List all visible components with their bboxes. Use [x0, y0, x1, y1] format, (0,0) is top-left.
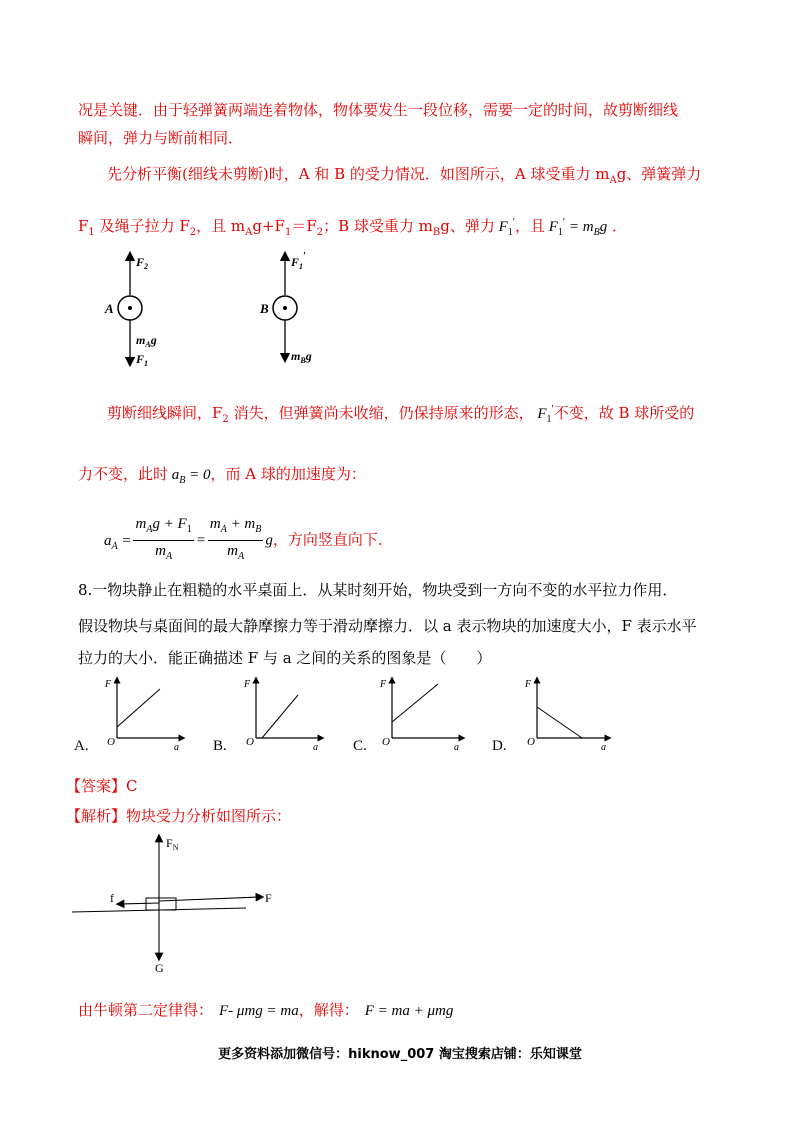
svg-text:F: F	[105, 679, 112, 690]
label-g: G	[155, 961, 164, 975]
q8-line3: 拉力的大小．能正确描述 F 与 a 之间的关系的图象是（ ）	[78, 649, 492, 667]
svg-text:a: a	[454, 742, 459, 753]
option-graphs	[70, 675, 630, 760]
svg-text:F: F	[244, 679, 251, 690]
q8-line2: 假设物块与桌面间的最大静摩擦力等于滑动摩擦力．以 a 表示物块的加速度大小，F 表示水平	[78, 617, 697, 635]
newton-line: 由牛顿第二定律得： F- μmg = ma，解得： F = ma + μmg	[78, 1001, 454, 1019]
option-b-label: B.	[213, 738, 227, 754]
svg-text:O: O	[107, 736, 115, 748]
para2-line2: $F_1$ 及绳子拉力 $F_2$，且 $m_Ag+F_1=F_2$；B 球受重力 $m_Bg$、弹力 $F_1'$，且 $F_1' = m_Bg$ ．	[78, 217, 627, 238]
eq-f1p-mbg: $F_1' = m_Bg$	[545, 217, 608, 238]
f1-prime-inline: $F_1'$	[533, 404, 554, 425]
option-a-graph[interactable]	[74, 679, 182, 754]
label-mbg: $m_Bg$	[291, 349, 312, 365]
svg-text:O: O	[246, 736, 254, 748]
label-f1p: $F_1'$	[291, 251, 306, 271]
eq-ab-zero: $a_B = 0$	[168, 467, 211, 486]
block-force-diagram	[70, 832, 310, 977]
option-a-label: A.	[74, 738, 89, 754]
para2-line1: 先分析平衡(细线未剪断)时，A 和 B 的受力情况．如图所示，A 球受重力 $m_Ag$、弹簧弹力	[107, 165, 702, 186]
para3-line1: 剪断细线瞬间，$F_2$ 消失，但弹簧尚未收缩，仍保持原来的形态， $F_1'$不变，故 B 球所受的	[107, 404, 695, 425]
label-fn: $F_N$	[166, 836, 179, 852]
para3-line2: 力不变，此时 $a_B = 0$，而 A 球的加速度为：	[78, 465, 366, 486]
label-a: A	[105, 301, 114, 316]
force-diagram-ab	[100, 250, 360, 375]
label-f2: $F_2$	[136, 255, 149, 271]
label-f-force: F	[265, 891, 272, 905]
option-c-label: C.	[353, 738, 367, 754]
svg-text:F: F	[380, 679, 387, 690]
option-c-graph[interactable]	[353, 679, 462, 754]
para1-line1: 况是关键．由于轻弹簧两端连着物体，物体要发生一段位移，需要一定的时间，故剪断细线	[78, 101, 679, 119]
frac-2: $\frac{m_A + m_B}{m_A}$	[209, 516, 262, 562]
label-f-friction: f	[110, 891, 114, 905]
para4-formula: $a_A$ = $\frac{m_Ag + F_1}{m_A}$ = $\frac{m_A + m_B}{m_A}$ g，方向竖直向下．	[104, 514, 393, 567]
f1-prime-symbol: $F_1'$	[494, 217, 515, 238]
label-b: B	[260, 301, 269, 316]
label-mag: $m_Ag$	[136, 333, 157, 349]
eq-newton: F- μmg = ma	[219, 1003, 299, 1019]
answer-line: 【答案】C	[66, 777, 138, 795]
para1-line2: 瞬间，弹力与断前相同．	[78, 129, 244, 147]
frac-1: $\frac{m_Ag + F_1}{m_A}$	[135, 516, 192, 562]
q8-line1: 8.一物块静止在粗糙的水平桌面上．从某时刻开始，物块受到一方向不变的水平拉力作用．	[78, 581, 678, 599]
svg-text:O: O	[527, 736, 535, 748]
analysis-line: 【解析】物块受力分析如图所示：	[66, 807, 292, 825]
svg-text:a: a	[174, 742, 179, 753]
svg-text:a: a	[313, 742, 318, 753]
option-d-graph[interactable]	[492, 679, 608, 754]
svg-text:F: F	[525, 679, 532, 690]
footer-text: 更多资料添加微信号：hiknow_007 淘宝搜索店铺：乐知课堂	[218, 1047, 582, 1062]
svg-text:a: a	[601, 742, 606, 753]
svg-text:O: O	[382, 736, 390, 748]
label-f1: $F_1$	[136, 352, 149, 368]
option-b-graph[interactable]	[213, 679, 321, 754]
eq-solution: F = ma + μmg	[364, 1003, 454, 1019]
option-d-label: D.	[492, 738, 507, 754]
